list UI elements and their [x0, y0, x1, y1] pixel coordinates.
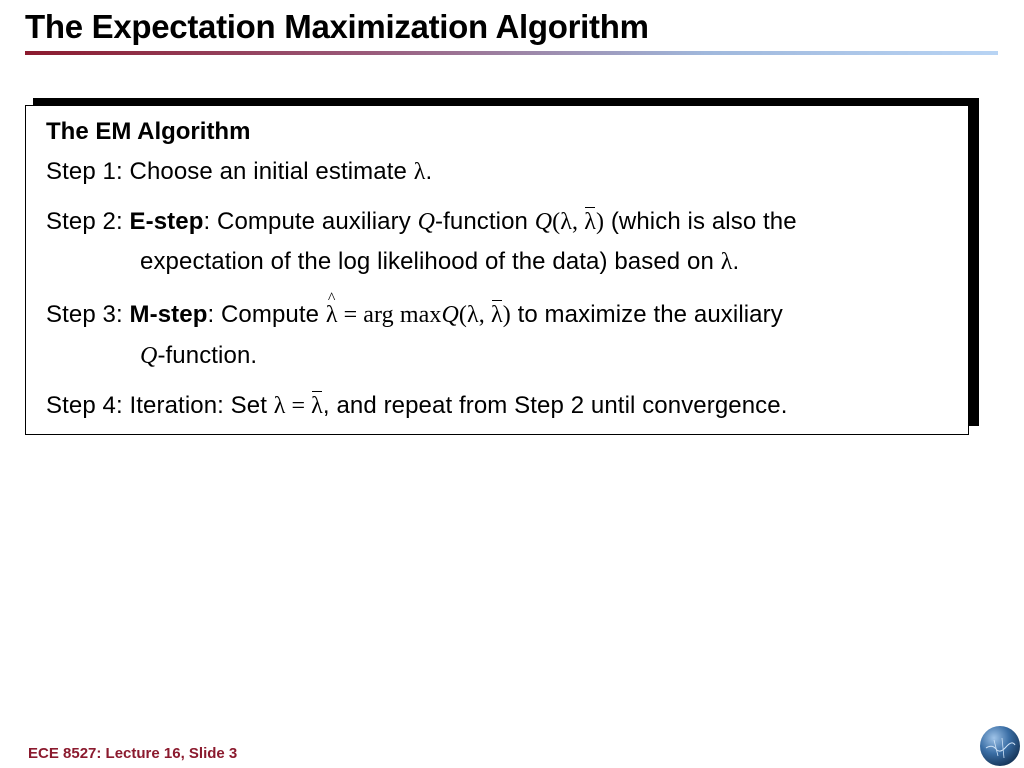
lambda-symbol: λ: [720, 249, 733, 275]
step-3: Step 3: M-step: Compute ^ λ = arg maxQ(λ, λ) to maximize the auxiliary: [46, 301, 783, 329]
slide-footer: ECE 8527: Lecture 16, Slide 3: [28, 745, 238, 762]
assign-expr: λ = λ: [273, 393, 323, 419]
box-heading: The EM Algorithm: [46, 118, 251, 145]
step-2: Step 2: E-step: Compute auxiliary Q-function Q(λ, λ) (which is also the: [46, 208, 797, 235]
title-divider: [25, 51, 998, 55]
step-1: Step 1: Choose an initial estimate λ.: [46, 158, 433, 185]
step-2-cont: expectation of the log likelihood of the data) based on λ.: [140, 248, 740, 275]
argmax-expr: ^ λ = arg maxQ(λ, λ): [326, 302, 511, 328]
em-algorithm-box: [25, 105, 969, 435]
page-title: The Expectation Maximization Algorithm: [25, 8, 649, 45]
q-function-expr: Q(λ, λ): [534, 209, 605, 235]
step-4: Step 4: Iteration: Set λ = λ, and repeat from Step 2 until convergence.: [46, 392, 788, 419]
globe-logo-icon: [980, 726, 1020, 766]
step-3-cont: Q-function.: [140, 342, 258, 369]
lambda-symbol: λ: [413, 159, 426, 185]
